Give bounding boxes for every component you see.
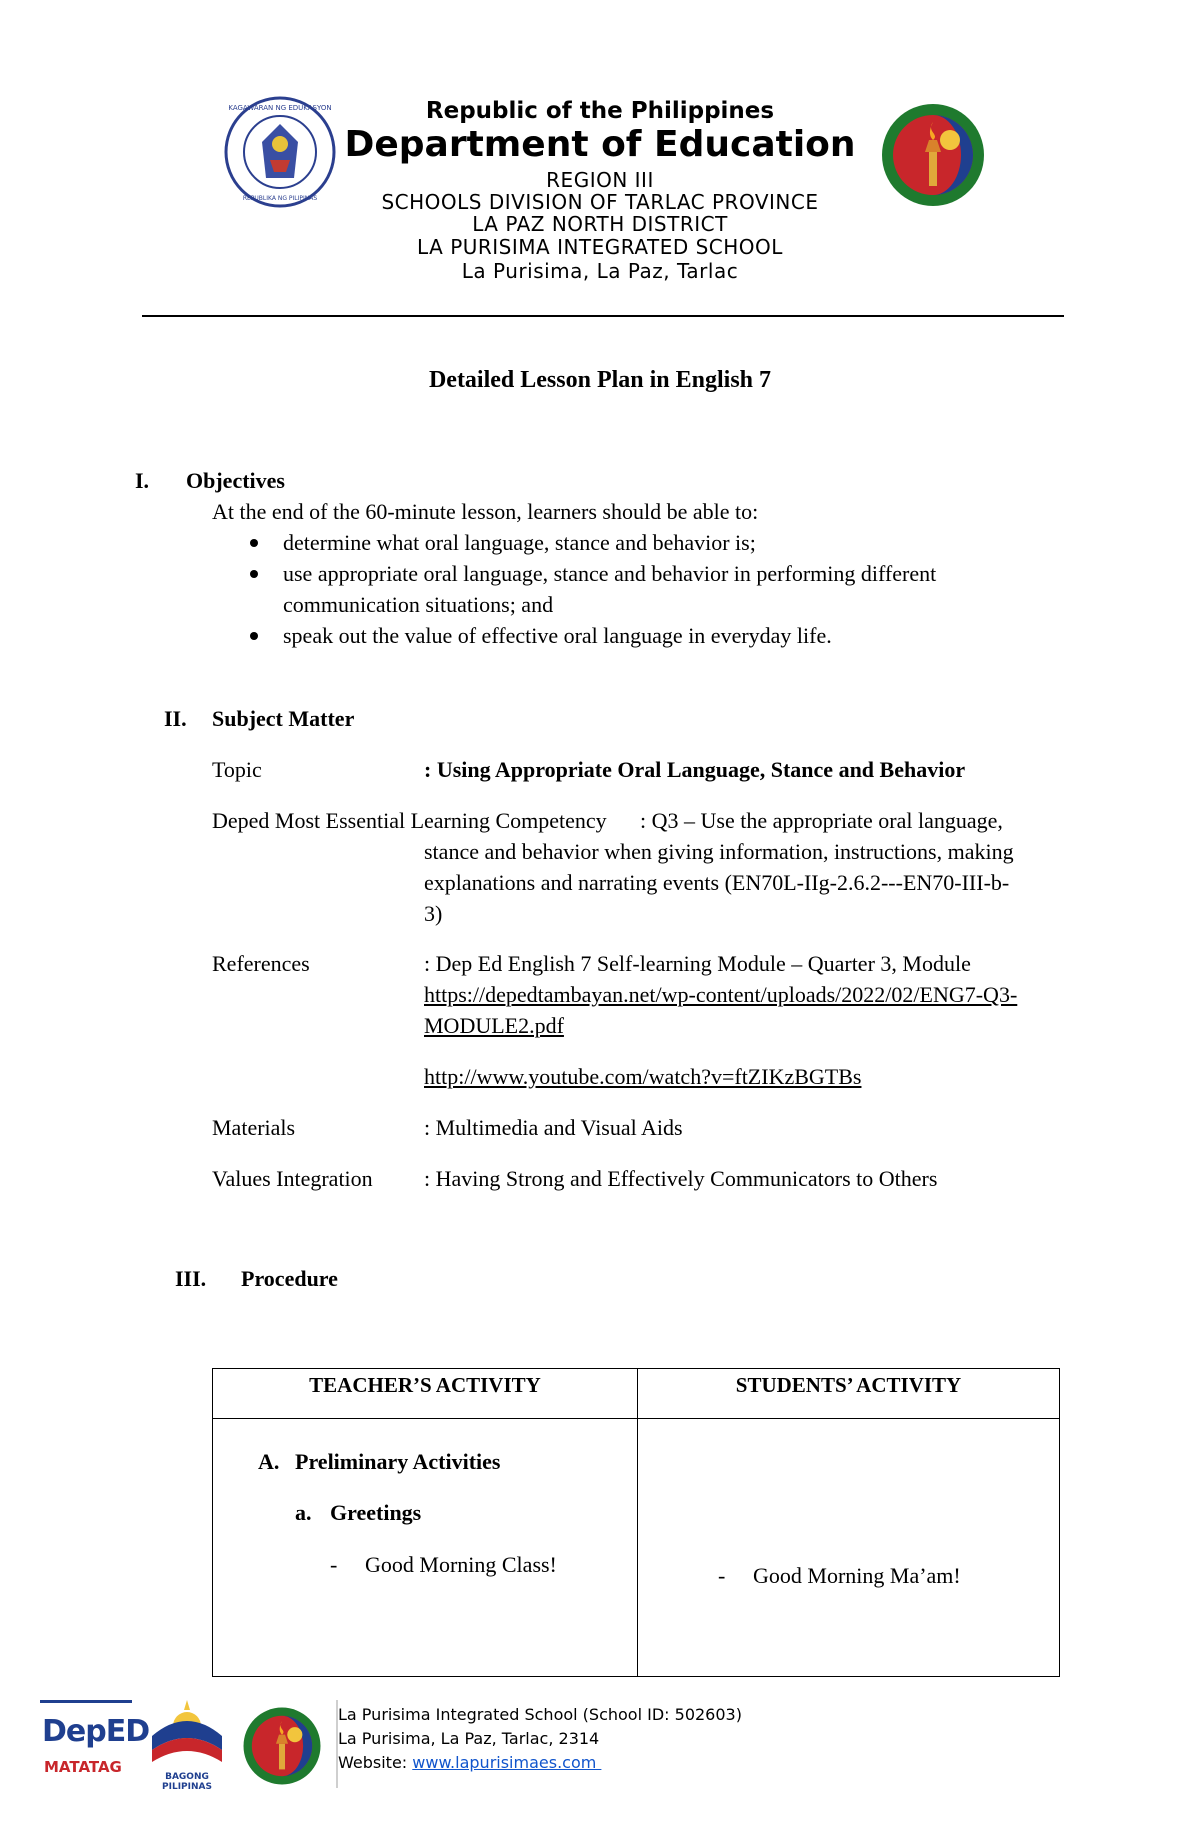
- svg-text:REPUBLIKA NG PILIPINAS: REPUBLIKA NG PILIPINAS: [242, 195, 318, 202]
- dash-marker: -: [718, 1563, 726, 1588]
- district-line: LA PAZ NORTH DISTRICT: [472, 212, 728, 236]
- teacher-column-header: TEACHER’S ACTIVITY: [213, 1369, 638, 1419]
- logo-rule: [40, 1700, 132, 1703]
- references-line: : Dep Ed English 7 Self-learning Module – Quarter 3, Module: [424, 951, 971, 976]
- website-link[interactable]: www.lapurisimaes.com: [412, 1753, 602, 1772]
- objectives-numeral: I.: [135, 468, 150, 493]
- youtube-link[interactable]: http://www.youtube.com/watch?v=ftZIKzBGTBs: [424, 1064, 862, 1089]
- bullet-icon: [250, 570, 258, 578]
- objectives-heading: Objectives: [186, 468, 285, 493]
- materials-label: Materials: [212, 1115, 296, 1140]
- school-line: LA PURISIMA INTEGRATED SCHOOL: [417, 235, 783, 259]
- school-seal-small-icon: [242, 1706, 322, 1786]
- bagong-pilipinas-text: BAGONG PILIPINAS: [162, 1772, 212, 1792]
- sub-title: Greetings: [330, 1500, 422, 1525]
- website-label: Website:: [338, 1753, 413, 1772]
- bullet-icon: [250, 539, 258, 547]
- objective-item: determine what oral language, stance and behavior is;: [283, 530, 756, 555]
- sub-letter: a.: [295, 1500, 312, 1525]
- section-letter: A.: [258, 1449, 280, 1474]
- melc-line: explanations and narrating events (EN70L-IIg-2.6.2---EN70-III-b-: [424, 870, 1010, 895]
- procedure-numeral: III.: [175, 1266, 207, 1291]
- melc-label: Deped Most Essential Learning Competency: [212, 808, 607, 833]
- students-column-header: STUDENTS’ ACTIVITY: [638, 1369, 1060, 1419]
- teacher-greeting: Good Morning Class!: [365, 1552, 557, 1577]
- objective-item: speak out the value of effective oral language in everyday life.: [283, 623, 832, 648]
- footer-school-id: La Purisima Integrated School (School ID: 502603): [338, 1705, 742, 1724]
- topic-value: : Using Appropriate Oral Language, Stance and Behavior: [424, 757, 966, 782]
- melc-line: : Q3 – Use the appropriate oral language,: [640, 808, 1003, 833]
- footer-address: La Purisima, La Paz, Tarlac, 2314: [338, 1729, 600, 1748]
- subject-heading: Subject Matter: [212, 706, 355, 731]
- procedure-heading: Procedure: [241, 1266, 338, 1291]
- region-line: REGION III: [546, 168, 654, 192]
- reference-link[interactable]: https://depedtambayan.net/wp-content/uploads/2022/02/ENG7-Q3-: [424, 982, 1018, 1007]
- procedure-table: [212, 1368, 1060, 1677]
- bullet-icon: [250, 632, 258, 640]
- values-value: : Having Strong and Effectively Communicators to Others: [424, 1166, 938, 1191]
- subject-numeral: II.: [164, 706, 187, 731]
- deped-matatag-logo: [40, 1700, 150, 1788]
- melc-line: stance and behavior when giving information, instructions, making: [424, 839, 1014, 864]
- bagong-pilipinas-logo: [142, 1696, 232, 1792]
- objective-item-continued: communication situations; and: [283, 592, 554, 617]
- header-divider: [142, 315, 1064, 317]
- teacher-activity-cell: [213, 1419, 638, 1677]
- footer-website: [338, 1753, 601, 1772]
- deped-wordmark: DepED: [42, 1714, 150, 1749]
- bagong-pilipinas-sun-icon: [142, 1696, 232, 1768]
- topic-label: Topic: [212, 757, 262, 782]
- students-activity-cell: [638, 1419, 1060, 1677]
- address-line: La Purisima, La Paz, Tarlac: [461, 259, 739, 283]
- materials-value: : Multimedia and Visual Aids: [424, 1115, 683, 1140]
- objectives-intro: At the end of the 60-minute lesson, learners should be able to:: [212, 499, 759, 524]
- republic-line: Republic of the Philippines: [425, 98, 775, 124]
- dash-marker: -: [330, 1552, 338, 1577]
- objective-item: use appropriate oral language, stance and behavior in performing different: [283, 561, 937, 586]
- school-seal-icon: [880, 102, 986, 208]
- department-title: Department of Education: [344, 124, 856, 165]
- matatag-wordmark: MATATAG: [44, 1758, 122, 1776]
- page-title: Detailed Lesson Plan in English 7: [428, 367, 772, 393]
- section-title: Preliminary Activities: [295, 1449, 501, 1474]
- svg-text:KAGAWARAN NG EDUKASYON: KAGAWARAN NG EDUKASYON: [228, 104, 332, 112]
- values-label: Values Integration: [212, 1166, 373, 1191]
- reference-link-continued[interactable]: MODULE2.pdf: [424, 1013, 564, 1038]
- melc-line: 3): [424, 901, 443, 926]
- student-greeting: Good Morning Ma’am!: [753, 1563, 961, 1588]
- references-label: References: [212, 951, 310, 976]
- division-line: SCHOOLS DIVISION OF TARLAC PROVINCE: [381, 190, 819, 214]
